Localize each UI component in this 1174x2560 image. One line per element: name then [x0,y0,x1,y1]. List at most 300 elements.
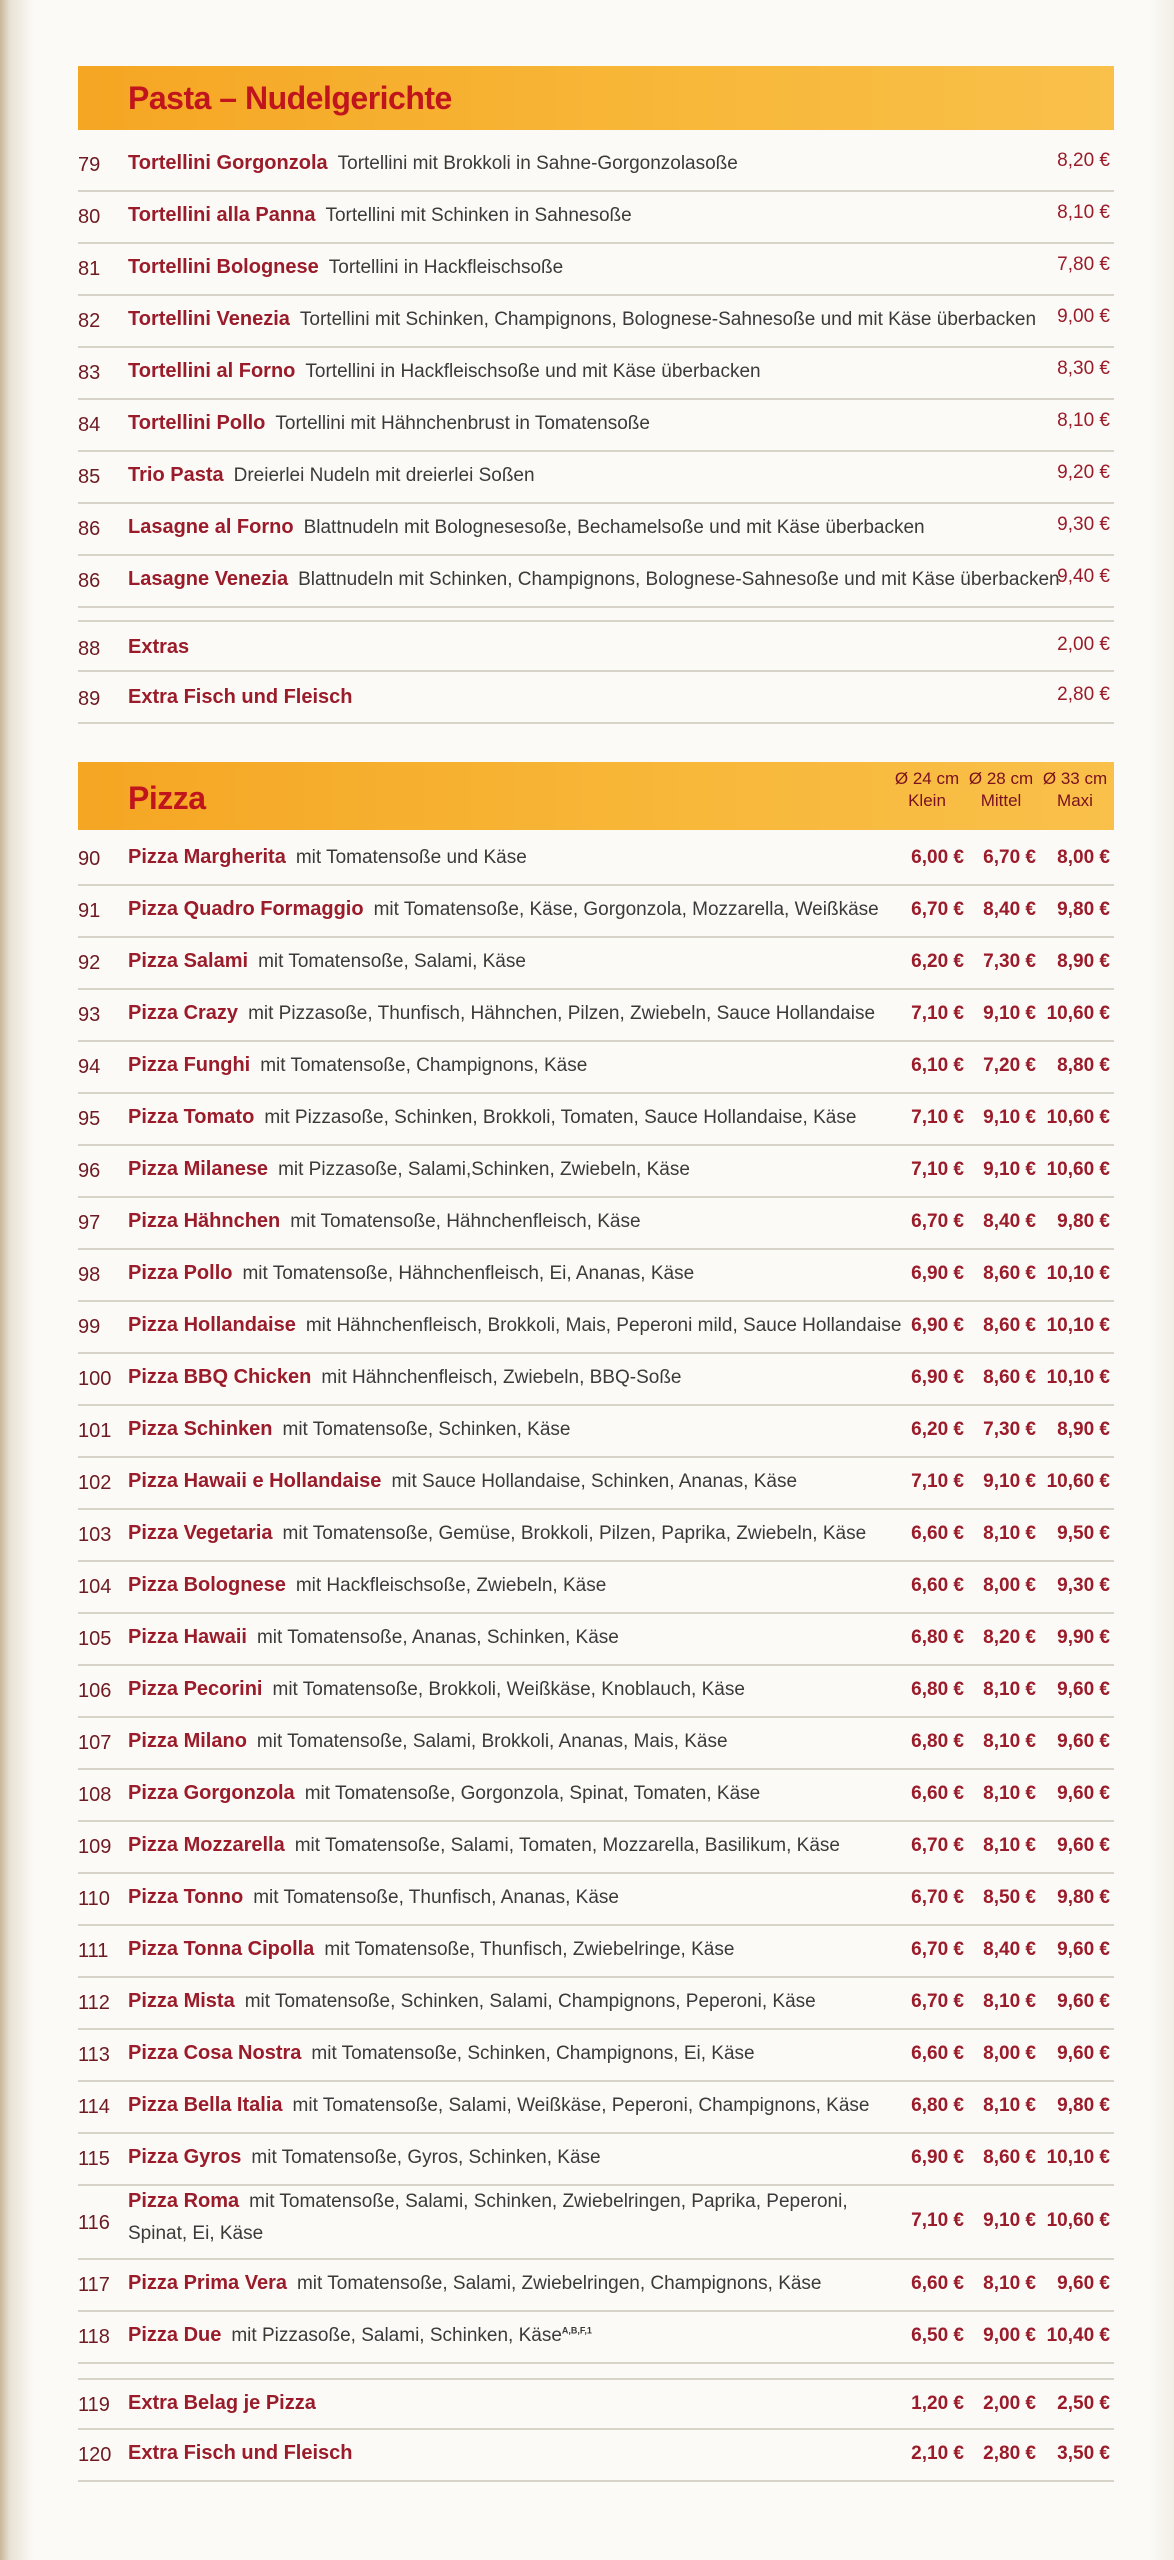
pasta-item [78,192,1114,244]
price-medium: 8,60 € [983,2147,1036,2168]
item-name-label: Tortellini Bolognese [128,256,319,278]
price-medium: 8,10 € [983,2273,1036,2294]
price-maxi: 9,60 € [1057,1991,1110,2012]
size-maxi-diameter: Ø 33 cm [1042,769,1108,788]
item-number: 89 [78,688,101,710]
price-small: 7,10 € [911,1159,964,1180]
item-name [128,152,738,175]
price-maxi: 9,60 € [1057,1835,1110,1856]
pizza-item [78,1510,1114,1562]
item-name-label: Pizza Salami [128,950,249,972]
size-small-label: Klein [908,791,946,810]
item-name-label: Pizza Bolognese [128,1574,286,1596]
item-description: mit Hackfleischsoße, Zwiebeln, Käse [295,1575,607,1596]
item-name [128,308,1036,331]
size-head-small [890,768,964,812]
pizza-section-header [78,762,1114,830]
item-description: mit Tomatensoße, Salami, Brokkoli, Ananas, Mais, Käse [256,1731,728,1752]
pizza-item [78,1458,1114,1510]
pizza-item [78,990,1114,1042]
item-number: 92 [78,952,101,974]
item-name [128,1314,901,1337]
item-description: Tortellini mit Schinken in Sahnesoße [325,205,632,226]
item-name [128,1834,840,1857]
item-number: 90 [78,848,101,870]
item-name-label: Pizza Hollandaise [128,1314,296,1336]
pasta-item [78,140,1114,192]
pizza-item [78,1198,1114,1250]
pasta-item [78,452,1114,504]
item-name-label: Pizza Due [128,2324,222,2346]
price-small: 6,60 € [911,2273,964,2294]
price-maxi: 10,60 € [1046,1471,1110,1492]
price-small: 6,90 € [911,1263,964,1284]
price-medium: 8,10 € [983,1783,1036,1804]
item-name [128,1574,606,1597]
item-description: mit Hähnchenfleisch, Zwiebeln, BBQ-Soße [321,1367,682,1388]
size-head-medium [964,768,1038,812]
item-description: Tortellini in Hackfleischsoße und mit Käse überbacken [305,361,761,382]
price-maxi: 9,50 € [1057,1523,1110,1544]
item-number: 83 [78,362,101,384]
price-maxi: 9,80 € [1057,1887,1110,1908]
price-maxi: 9,60 € [1057,2043,1110,2064]
item-number: 86 [78,570,101,592]
item-number: 119 [78,2394,110,2416]
item-name [128,2146,601,2169]
item-description-cont: Spinat, Ei, Käse [128,2223,264,2244]
price-small: 6,50 € [911,2325,964,2346]
price-medium: 8,40 € [983,1939,1036,1960]
price-medium: 8,00 € [983,1575,1036,1596]
item-number: 98 [78,1264,101,1286]
price-medium: 8,50 € [983,1887,1036,1908]
item-description: mit Pizzasoße, Schinken, Brokkoli, Tomaten, Sauce Hollandaise, Käse [264,1107,857,1128]
item-number: 105 [78,1628,112,1650]
item-name-label: Pizza Gorgonzola [128,1782,295,1804]
pizza-item [78,1718,1114,1770]
item-number: 106 [78,1680,112,1702]
price-small: 1,20 € [911,2393,964,2414]
price-maxi: 9,80 € [1057,2095,1110,2116]
price-small: 6,70 € [911,1887,964,1908]
price-small: 2,10 € [911,2443,964,2464]
item-number: 99 [78,1316,101,1338]
item-description: Blattnudeln mit Schinken, Champignons, Bolognese-Sahnesoße und mit Käse überbacken [298,569,1060,590]
item-name [128,2190,848,2213]
item-name-label: Tortellini al Forno [128,360,296,382]
price-medium: 7,30 € [983,1419,1036,1440]
item-number: 86 [78,518,101,540]
item-number: 94 [78,1056,101,1078]
price-small: 6,70 € [911,1939,964,1960]
item-name [128,360,761,383]
pizza-item [78,2312,1114,2364]
item-number: 95 [78,1108,101,1130]
price-maxi: 8,90 € [1057,1419,1110,1440]
item-number: 88 [78,638,101,660]
price-maxi: 8,00 € [1057,847,1110,868]
item-name-label: Pizza Pecorini [128,1678,263,1700]
item-name [128,1262,694,1285]
item-name-label: Pizza Cosa Nostra [128,2042,302,2064]
item-price: 8,10 € [1057,410,1110,431]
item-name-label: Pizza Crazy [128,1002,239,1024]
item-description: mit Tomatensoße, Käse, Gorgonzola, Mozzarella, Weißkäse [373,899,879,920]
item-name-label: Pizza Mista [128,1990,235,2012]
price-medium: 8,60 € [983,1315,1036,1336]
price-maxi: 9,60 € [1057,2273,1110,2294]
item-name [128,1938,734,1961]
item-number: 101 [78,1420,112,1442]
pizza-item [78,1094,1114,1146]
item-description: mit Sauce Hollandaise, Schinken, Ananas, Käse [391,1471,798,1492]
pasta-extra-item [78,672,1114,724]
pasta-item [78,556,1114,608]
pasta-item [78,400,1114,452]
price-maxi: 2,50 € [1057,2393,1110,2414]
item-price: 8,30 € [1057,358,1110,379]
item-name [128,1782,760,1805]
item-description: mit Tomatensoße und Käse [295,847,527,868]
item-name-label: Pizza Tonna Cipolla [128,1938,315,1960]
pasta-item [78,244,1114,296]
price-maxi: 9,60 € [1057,1939,1110,1960]
item-name [128,2094,869,2117]
item-number: 93 [78,1004,101,1026]
item-price: 8,10 € [1057,202,1110,223]
price-medium: 8,40 € [983,1211,1036,1232]
item-name-label: Tortellini Gorgonzola [128,152,328,174]
item-description: mit Pizzasoße, Thunfisch, Hähnchen, Pilzen, Zwiebeln, Sauce Hollandaise [248,1003,876,1024]
price-small: 6,20 € [911,1419,964,1440]
item-description-line2 [128,2222,263,2245]
item-price: 7,80 € [1057,254,1110,275]
price-small: 7,10 € [911,1107,964,1128]
price-medium: 8,20 € [983,1627,1036,1648]
price-medium: 9,10 € [983,1107,1036,1128]
price-medium: 2,00 € [983,2393,1036,2414]
item-name-label: Tortellini alla Panna [128,204,316,226]
item-name [128,1522,866,1545]
item-name [128,1886,619,1909]
item-name-label: Pizza Margherita [128,846,286,868]
item-name [128,1054,587,1077]
item-description: Tortellini in Hackfleischsoße [328,257,564,278]
item-name [128,256,563,279]
price-small: 6,80 € [911,2095,964,2116]
size-medium-label: Mittel [980,791,1022,810]
price-small: 6,80 € [911,1679,964,1700]
price-small: 6,60 € [911,1783,964,1804]
pizza-item [78,938,1114,990]
price-medium: 9,00 € [983,2325,1036,2346]
item-name [128,898,879,921]
item-number: 82 [78,310,101,332]
price-medium: 8,60 € [983,1367,1036,1388]
price-small: 6,70 € [911,1211,964,1232]
price-small: 6,10 € [911,1055,964,1076]
item-description: mit Tomatensoße, Salami, Tomaten, Mozzarella, Basilikum, Käse [294,1835,840,1856]
price-medium: 8,10 € [983,1991,1036,2012]
pizza-item [78,1406,1114,1458]
pizza-item [78,2082,1114,2134]
pasta-section-title: Pasta – Nudelgerichte [128,80,452,116]
item-name-label: Pizza Mozzarella [128,1834,285,1856]
item-name-label: Tortellini Venezia [128,308,290,330]
pizza-item [78,1042,1114,1094]
pizza-item [78,2134,1114,2186]
pasta-section-header [78,66,1114,130]
price-small: 6,80 € [911,1627,964,1648]
item-description: Dreierlei Nudeln mit dreierlei Soßen [233,465,535,486]
item-description: mit Tomatensoße, Salami, Zwiebelringen, Champignons, Käse [296,2273,822,2294]
price-small: 6,60 € [911,2043,964,2064]
item-name-label: Pizza Pollo [128,1262,233,1284]
price-maxi: 9,60 € [1057,1783,1110,1804]
item-name [128,1002,875,1025]
item-description: mit Tomatensoße, Schinken, Champignons, Ei, Käse [311,2043,755,2064]
size-maxi-label: Maxi [1057,791,1093,810]
pizza-item [78,2186,1114,2260]
price-small: 6,80 € [911,1731,964,1752]
item-description: mit Tomatensoße, Salami, Schinken, Zwiebelringen, Paprika, Peperoni, [249,2191,848,2212]
pasta-item [78,296,1114,348]
item-number: 112 [78,1992,110,2014]
price-medium: 8,40 € [983,899,1036,920]
item-description: Tortellini mit Brokkoli in Sahne-Gorgonzolasoße [337,153,738,174]
price-maxi: 10,10 € [1046,1263,1110,1284]
item-number: 115 [78,2148,110,2170]
item-price: 9,20 € [1057,462,1110,483]
price-maxi: 9,60 € [1057,1731,1110,1752]
item-name [128,2324,592,2347]
item-name-label: Pizza BBQ Chicken [128,1366,312,1388]
item-price: 9,30 € [1057,514,1110,535]
item-description: Tortellini mit Schinken, Champignons, Bolognese-Sahnesoße und mit Käse überbacken [299,309,1037,330]
price-small: 6,60 € [911,1575,964,1596]
item-description: mit Pizzasoße, Salami, Schinken, Käse [231,2325,562,2346]
pizza-item [78,2260,1114,2312]
item-name [128,1730,728,1753]
price-maxi: 9,80 € [1057,1211,1110,1232]
item-number: 102 [78,1472,112,1494]
price-small: 6,70 € [911,1991,964,2012]
item-number: 81 [78,258,101,280]
pizza-item [78,1302,1114,1354]
price-small: 6,20 € [911,951,964,972]
price-medium: 8,10 € [983,1679,1036,1700]
item-description: mit Pizzasoße, Salami,Schinken, Zwiebeln, Käse [278,1159,690,1180]
item-name [128,950,526,973]
size-medium-diameter: Ø 28 cm [968,769,1034,788]
item-name-label: Pizza Tonno [128,1886,244,1908]
pizza-item [78,1926,1114,1978]
pizza-item [78,1874,1114,1926]
pizza-section-title: Pizza [128,780,206,816]
price-medium: 9,10 € [983,1159,1036,1180]
price-small: 6,90 € [911,2147,964,2168]
item-name-label: Pizza Hawaii [128,1626,247,1648]
pizza-extra-item [78,2378,1114,2430]
price-small: 7,10 € [911,2210,964,2231]
price-maxi: 10,60 € [1046,1159,1110,1180]
item-number: 113 [78,2044,110,2066]
price-medium: 9,10 € [983,1471,1036,1492]
price-medium: 8,10 € [983,2095,1036,2116]
item-number: 114 [78,2096,110,2118]
item-description: mit Tomatensoße, Schinken, Käse [282,1419,571,1440]
item-description: Tortellini mit Hähnchenbrust in Tomatensoße [275,413,650,434]
item-name: Extras [128,636,190,658]
pizza-item [78,1614,1114,1666]
item-name-label: Pizza Quadro Formaggio [128,898,364,920]
item-name-label: Pizza Roma [128,2190,240,2212]
item-name-label: Pizza Prima Vera [128,2272,287,2294]
price-maxi: 10,10 € [1046,2147,1110,2168]
price-medium: 8,10 € [983,1731,1036,1752]
price-maxi: 9,90 € [1057,1627,1110,1648]
item-name-label: Pizza Hähnchen [128,1210,281,1232]
pizza-item [78,1354,1114,1406]
item-name [128,1418,570,1441]
item-description: mit Tomatensoße, Gorgonzola, Spinat, Tomaten, Käse [304,1783,761,1804]
pizza-item [78,2030,1114,2082]
item-number: 110 [78,1888,110,1910]
item-name [128,568,1060,591]
price-maxi: 8,90 € [1057,951,1110,972]
item-number: 85 [78,466,101,488]
item-name [128,1990,816,2013]
price-maxi: 9,30 € [1057,1575,1110,1596]
item-number: 97 [78,1212,101,1234]
price-maxi: 3,50 € [1057,2443,1110,2464]
price-small: 6,90 € [911,1315,964,1336]
price-small: 7,10 € [911,1471,964,1492]
price-medium: 6,70 € [983,847,1036,868]
price-medium: 2,80 € [983,2443,1036,2464]
price-medium: 8,10 € [983,1523,1036,1544]
price-small: 6,70 € [911,899,964,920]
price-medium: 8,00 € [983,2043,1036,2064]
item-name [128,2272,822,2295]
item-description: Blattnudeln mit Bolognesesoße, Bechamelsoße und mit Käse überbacken [303,517,925,538]
item-number: 107 [78,1732,112,1754]
item-name [128,1678,745,1701]
price-maxi: 9,80 € [1057,899,1110,920]
item-name [128,846,527,869]
item-name-label: Pizza Schinken [128,1418,273,1440]
item-name-label: Pizza Tomato [128,1106,255,1128]
item-name-label: Trio Pasta [128,464,224,486]
item-number: 111 [78,1940,109,1962]
item-name-label: Pizza Vegetaria [128,1522,273,1544]
item-description: mit Tomatensoße, Hähnchenfleisch, Ei, Ananas, Käse [242,1263,695,1284]
item-description: mit Tomatensoße, Hähnchenfleisch, Käse [290,1211,641,1232]
item-name-label: Pizza Milano [128,1730,247,1752]
item-name [128,464,535,487]
item-price: 9,00 € [1057,306,1110,327]
item-description: mit Tomatensoße, Gemüse, Brokkoli, Pilzen, Paprika, Zwiebeln, Käse [282,1523,867,1544]
item-name-label: Lasagne al Forno [128,516,294,538]
price-medium: 9,10 € [983,2210,1036,2231]
item-name [128,2042,755,2065]
pasta-item [78,504,1114,556]
size-head-maxi [1038,768,1112,812]
item-name [128,1106,856,1129]
item-number: 103 [78,1524,112,1546]
item-number: 84 [78,414,101,436]
item-name-label: Pizza Milanese [128,1158,269,1180]
size-small-diameter: Ø 24 cm [894,769,960,788]
item-number: 100 [78,1368,112,1390]
item-number: 80 [78,206,101,228]
item-name-label: Pizza Gyros [128,2146,242,2168]
price-maxi: 9,60 € [1057,1679,1110,1700]
item-name-label: Tortellini Pollo [128,412,266,434]
price-maxi: 10,60 € [1046,1107,1110,1128]
pizza-item [78,1250,1114,1302]
item-description: mit Tomatensoße, Ananas, Schinken, Käse [256,1627,619,1648]
pasta-item [78,348,1114,400]
price-small: 6,90 € [911,1367,964,1388]
item-name-label: Pizza Funghi [128,1054,251,1076]
item-description: mit Tomatensoße, Schinken, Salami, Champignons, Peperoni, Käse [244,1991,816,2012]
item-description: mit Tomatensoße, Brokkoli, Weißkäse, Knoblauch, Käse [272,1679,745,1700]
price-small: 6,60 € [911,1523,964,1544]
item-number: 120 [78,2444,112,2466]
pizza-item [78,834,1114,886]
price-medium: 7,20 € [983,1055,1036,1076]
price-maxi: 10,60 € [1046,1003,1110,1024]
pizza-item [78,1978,1114,2030]
item-description: mit Tomatensoße, Salami, Weißkäse, Peperoni, Champignons, Käse [292,2095,870,2116]
item-number: 117 [78,2274,110,2296]
pizza-item [78,1822,1114,1874]
price-maxi: 8,80 € [1057,1055,1110,1076]
pizza-item [78,886,1114,938]
price-maxi: 10,10 € [1046,1315,1110,1336]
price-maxi: 10,60 € [1046,2210,1110,2231]
price-small: 6,70 € [911,1835,964,1856]
item-number: 104 [78,1576,112,1598]
price-maxi: 10,40 € [1046,2325,1110,2346]
item-name [128,1470,797,1493]
item-name [128,1158,690,1181]
item-number: 79 [78,154,101,176]
item-name [128,516,925,539]
item-number: 109 [78,1836,112,1858]
price-medium: 9,10 € [983,1003,1036,1024]
item-name: Extra Fisch und Fleisch [128,686,353,708]
item-number: 96 [78,1160,101,1182]
item-number: 108 [78,1784,112,1806]
pizza-item [78,1146,1114,1198]
item-name [128,1210,641,1233]
item-price: 9,40 € [1057,566,1110,587]
item-description: mit Tomatensoße, Gyros, Schinken, Käse [251,2147,601,2168]
item-description: mit Tomatensoße, Thunfisch, Ananas, Käse [253,1887,619,1908]
allergen-note: A,B,F,1 [561,2325,592,2336]
price-medium: 8,60 € [983,1263,1036,1284]
item-name-label: Pizza Bella Italia [128,2094,283,2116]
item-description: mit Hähnchenfleisch, Brokkoli, Mais, Peperoni mild, Sauce Hollandaise [305,1315,902,1336]
price-maxi: 10,10 € [1046,1367,1110,1388]
item-description: mit Tomatensoße, Champignons, Käse [260,1055,588,1076]
item-description: mit Tomatensoße, Thunfisch, Zwiebelringe, Käse [324,1939,735,1960]
pizza-item [78,1562,1114,1614]
item-name [128,1626,619,1649]
